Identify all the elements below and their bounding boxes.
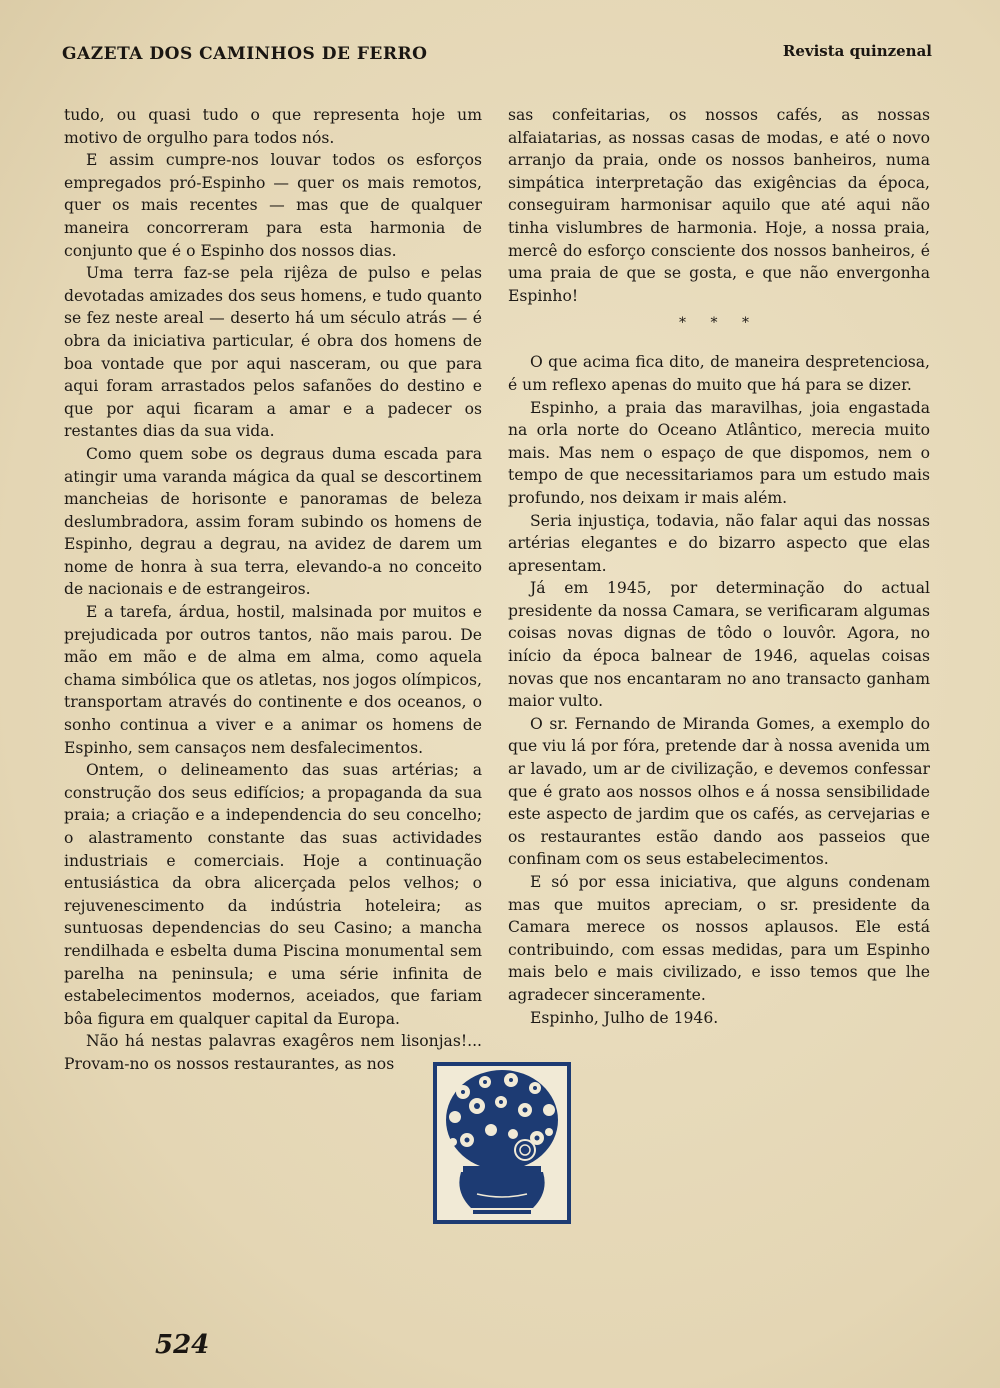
right-column (508, 104, 930, 1029)
paragraph: sas confeitarias, os nossos cafés, as nossas alfaiatarias, as nossas casas de modas, e até o novo arranjo da praia, onde os nossos banheiros, numa simpática interpretação das exigências da época, conseguiram harmonisar aquilo que até aqui não tinha vislumbres de harmonia. Hoje, a nossa praia, mercê do esforço consciente dos nossos banheiros, é uma praia de que se gosta, e que não envergonha Espinho! (508, 106, 930, 305)
dateline: Espinho, Julho de 1946. (530, 1008, 719, 1027)
flower-vase-icon (433, 1062, 571, 1224)
paragraph: Seria injustiça, todavia, não falar aqui das nossas artérias elegantes e do bizarro aspecto que elas apresentam. (508, 511, 930, 575)
paragraph: O que acima fica dito, de maneira despretenciosa, é um reflexo apenas do muito que há para se dizer. (508, 353, 930, 394)
header-section: Revista quinzenal (782, 42, 932, 60)
page-number: 524 (155, 1330, 210, 1360)
paragraph: E só por essa iniciativa, que alguns condenam mas que muitos apreciam, o sr. presidente da Camara merece os nossos aplausos. Ele está contribuindo, com essas medidas, para um Espinho mais belo e mais civilizado, e isso temos que lhe agradecer sinceramente. (508, 873, 930, 1004)
paragraph: E assim cumpre-nos louvar todos os esforços empregados pró-Espinho — quer os mais remotos, quer os mais recentes — mas que de qualquer maneira concorreram para esta harmonia de conjunto que é o Espinho dos nossos dias. (64, 151, 482, 260)
paragraph: Como quem sobe os degraus duma escada para atingir uma varanda mágica da qual se descortinem mancheias de horisonte e panoramas de beleza deslumbradora, assim foram subindo os homens de Espinho, degrau a degrau, na avidez de darem um nome de honra à sua terra, elevando-a no conceito de nacionais e de estrangeiros. (64, 444, 482, 599)
paragraph: Não há nestas palavras exagêros nem lisonjas!... Provam-no os nossos restaurantes, as nos (64, 1032, 482, 1073)
paragraph: tudo, ou quasi tudo o que representa hoje um motivo de orgulho para todos nós. (64, 106, 482, 147)
paragraph: Já em 1945, por determinação do actual presidente da nossa Camara, se verificaram algumas coisas novas dignas de tôdo o louvôr. Agora, no início da época balnear de 1946, aquelas coisas novas que nos encantaram no ano transacto ganham maior vulto. (508, 579, 930, 711)
header-title: GAZETA DOS CAMINHOS DE FERRO (62, 44, 428, 64)
paragraph: O sr. Fernando de Miranda Gomes, a exemplo do que viu lá por fóra, pretende dar à nossa avenida um ar lavado, um ar de civilização, e devemos confessar que é grato aos nossos olhos e á nossa sensibilidade este aspecto de jardim que os cafés, as cervejarias e os restaurantes estão dando aos passeios que confinam com os seus estabelecimentos. (508, 714, 930, 869)
paragraph: E a tarefa, árdua, hostil, malsinada por muitos e prejudicada por outros tantos, não mais parou. De mão em mão e de alma em alma, como aquela chama simbólica que os atletas, nos jogos olímpicos, transportam através do continente e dos oceanos, o sonho continua a viver e a animar os homens de Espinho, sem cansaços nem desfalecimentos. (64, 603, 482, 757)
paragraph: Ontem, o delineamento das suas artérias; a construção dos seus edifícios; a propaganda da sua praia; a criação e a independencia do seu concelho; o alastramento constante das suas actividades industriais e comerciais. Hoje a continuação entusiástica da obra alicerçada pelos velhos; o rejuvenescimento da indústria hoteleira; as suntuosas dependencias do seu Casino; a mancha rendilhada e esbelta duma Piscina monumental sem parelha na peninsula; e uma série infinita de estabelecimentos modernos, aceiados, que fariam bôa figura em qualquer capital da Europa. (64, 761, 482, 1028)
left-column (64, 104, 482, 1076)
paragraph: Espinho, a praia das maravilhas, joia engastada na orla norte do Oceano Atlântico, merecia muito mais. Mas nem o espaço de que dispomos, nem o tempo de que necessitariamos para um estudo mais profundo, nos deixam ir mais além. (508, 398, 930, 507)
section-separator: * * * (679, 315, 759, 332)
paragraph: Uma terra faz-se pela rijêza de pulso e pelas devotadas amizades dos seus homens, e tudo quanto se fez neste areal — deserto há um século atrás — é obra da iniciativa particular, é obra dos homens de boa vontade que por aqui nasceram, ou que para aqui foram arrastados pelos safanões do destino e que por aqui ficaram a amar e a padecer os restantes dias da sua vida. (64, 264, 482, 441)
